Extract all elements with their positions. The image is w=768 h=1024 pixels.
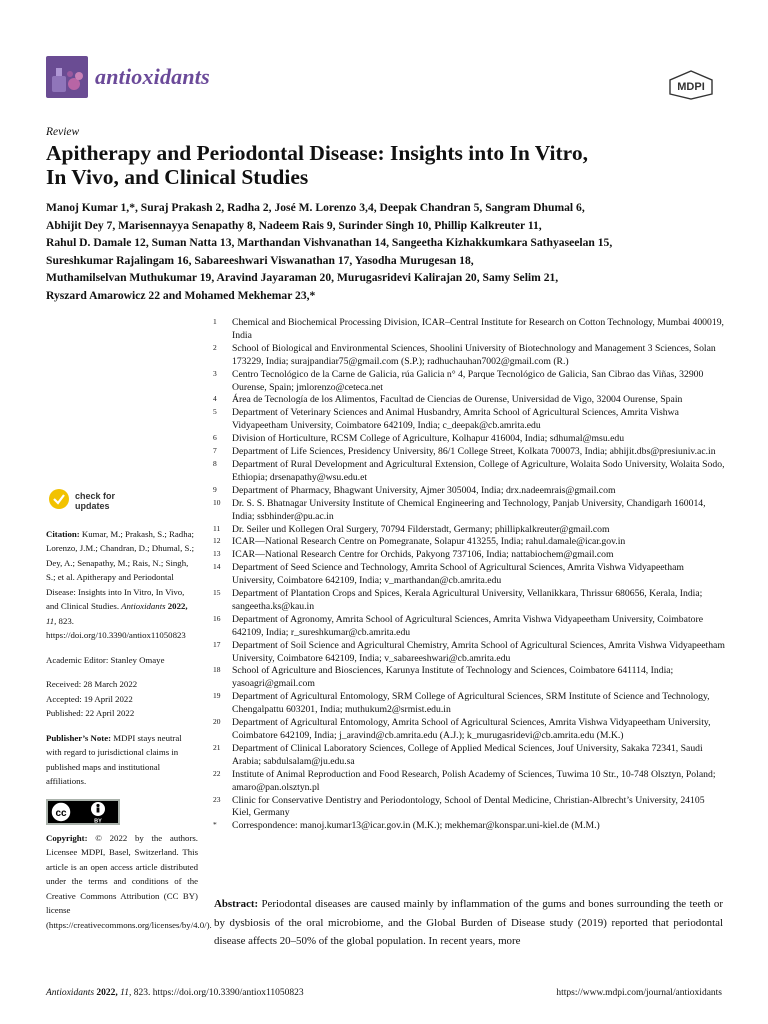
copyright [46,831,212,933]
affiliation-item [205,485,725,498]
cc-license-badge[interactable] [46,799,198,825]
citation-label: Citation: [46,528,80,539]
affiliation-text: Chemical and Biochemical Processing Division, ICAR–Central Institute for Research on Cotton Technology, Mumbai 400019, India [232,317,724,341]
academic-editor: Academic Editor: Stanley Omaye [46,654,165,665]
sidebar [46,488,212,942]
affiliation-number: 16 [213,613,221,623]
affiliation-item [205,536,725,549]
affiliation-text: Department of Pharmacy, Bhagwant University, Ajmer 305004, India; drx.nadeemrais@gmail.com [232,484,616,496]
citation-text: Kumar, M.; Prakash, S.; Radha; Lorenzo, J.M.; Chandran, D.; Dhumal, S.; Dey, A.; Senapathy, M.; Rais, N.; Singh, S.; et al. Apitherapy and Periodontal Disease: Insights into In Vitro, In Vivo, and Clinical Studies. [46,528,195,611]
copyright-label: Copyright: [46,832,88,843]
affiliation-number: 17 [213,639,221,649]
affiliation-text: Division of Horticulture, RCSM College of Agriculture, Kolhapur 416004, India; sdhumal@msu.edu [232,433,625,445]
received-date: Received: 28 March 2022 [46,679,138,689]
affiliation-number: 13 [213,549,221,559]
affiliation-text: Clinic for Conservative Dentistry and Periodontology, School of Dental Medicine, Christian-Albrecht’s University, 24105 Kiel, Germany [232,794,705,819]
affiliation-number: 14 [213,562,221,572]
publishers-note [46,731,198,789]
affiliation-item [205,433,725,446]
affiliation-number: 12 [213,536,221,546]
citation-volume: 11, [46,615,57,626]
svg-text:cc: cc [55,807,67,819]
affiliation-text: Department of Rural Development and Agricultural Extension, College of Agriculture, Wolaita Sodo University, Wolaita Sodo, Ethiopia; drsenapathy@wsu.edu.et [232,458,725,483]
affiliation-number: 8 [213,458,217,468]
affiliation-item [205,614,725,640]
affiliation-text: Department of Agronomy, Amrita School of Agricultural Sciences, Amrita Vishwa Vidyapeetham University, Coimbatore 642109, India; r_sureshkumar@cb.amrita.edu [232,613,704,638]
article-type: Review [46,126,80,138]
author-line: Manoj Kumar 1,*, Suraj Prakash 2, Radha 2, José M. Lorenzo 3,4, Deepak Chandran 5, Sangram Dhumal 6, [46,201,585,214]
check-updates-icon [48,488,70,515]
affiliation-item [205,588,725,614]
author-line: Sureshkumar Rajalingam 16, Sabareeshwari Viswanathan 17, Yasodha Murugesan 18, [46,253,474,267]
affiliation-number: 15 [213,588,221,598]
affiliation-number: 23 [213,794,221,804]
affiliation-item [205,717,725,743]
affiliation-item [205,459,725,485]
affiliation-text: Institute of Animal Reproduction and Food Research, Polish Academy of Sciences, Tuwima 10 Str., 10-748 Olsztyn, Poland; amaro@pan.olsztyn.pl [232,768,716,793]
journal-logo-icon [46,56,88,98]
abstract [214,895,723,951]
footer-journal-url[interactable]: https://www.mdpi.com/journal/antioxidants [556,988,722,998]
svg-text:BY: BY [94,818,102,824]
affiliation-item [205,343,725,369]
check-updates-line: check for [75,491,116,502]
abstract-text: Periodontal diseases are caused mainly by inflammation of the gums and bones surrounding the teeth or by dysbiosis of the oral microbiome, and the Global Burden of Disease study (2019) reported that periodontal disease affects 20–50% of the global population. In recent years, more [214,898,723,947]
affiliation-number: 10 [213,497,221,507]
affiliation-item [205,562,725,588]
publishers-note-text: MDPI stays neutral with regard to jurisdictional claims in published maps and institutional affiliations. [46,732,182,786]
affiliation-item [205,640,725,666]
author-list [46,199,726,305]
copyright-text: © 2022 by the authors. Licensee MDPI, Basel, Switzerland. This article is an open access article distributed under the terms and conditions of the Creative Commons Attribution (CC BY) license (https://creativecommons.org/licenses/by/4.0/). [46,832,212,930]
affiliation-item [205,665,725,691]
affiliation-text: ICAR—National Research Centre on Pomegranate, Solapur 413255, India; rahul.damale@icar.gov.in [232,536,626,548]
affiliation-list [205,317,725,833]
affiliation-number: 7 [213,446,217,456]
affiliation-number: 2 [213,342,217,352]
affiliation-item [205,549,725,562]
accepted-date: Accepted: 19 April 2022 [46,693,133,704]
affiliation-text: Department of Life Sciences, Presidency University, 86/1 College Street, Kolkata 700073, India; abhijit.dbs@presiuniv.ac.in [232,446,716,458]
footer-doi-link[interactable]: 823. https://doi.org/10.3390/antiox11050823 [131,988,304,998]
affiliation-text: ICAR—National Research Centre for Orchids, Pakyong 737106, India; nattabiochem@gmail.com [232,549,614,561]
svg-text:MDPI: MDPI [677,81,705,93]
correspondence-text: Correspondence: manoj.kumar13@icar.gov.in (M.K.); mekhemar@konspar.uni-kiel.de (M.M.) [232,820,600,832]
affiliation-text: Centro Tecnológico de la Carne de Galicia, rúa Galicia n° 4, Parque Tecnológico de Galicia, San Cibrao das Viñas, 32900 Ourense, Spain; jmlorenzo@ceteca.net [232,368,704,393]
affiliation-number: 20 [213,717,221,727]
mdpi-logo-icon [668,70,714,100]
affiliation-text: Department of Plantation Crops and Spices, Kerala Agricultural University, Vellanikkara, Thrissur 680656, Kerala, India; sangeetha.ks@kau.in [232,588,703,612]
affiliation-text: Department of Seed Science and Technology, Amrita School of Agricultural Sciences, Amrita Vishwa Vidyapeetham University, Coimbatore 642109, India; v_marthandan@cb.amrita.edu [232,562,684,587]
affiliation-text: Department of Clinical Laboratory Sciences, College of Applied Medical Sciences, Jouf University, Sakaka 72341, Saudi Arabia; sabdulsalam@ju.edu.sa [232,742,703,767]
affiliation-item [205,691,725,717]
check-updates-line: updates [75,501,110,512]
title-line: Apitherapy and Periodontal Disease: Insights into In Vitro, [46,141,588,165]
publishers-note-label: Publisher’s Note: [46,732,112,743]
footer-year: 2022, [94,988,118,998]
journal-name: antioxidants [95,64,210,89]
affiliation-number: 5 [213,407,217,417]
affiliation-item [205,524,725,537]
affiliation-number: 1 [213,317,217,326]
affiliation-item [205,394,725,407]
author-line: Abhijit Dey 7, Marisennayya Senapathy 8, Nadeem Rais 9, Surinder Singh 10, Phillip Kalkreuter 11, [46,218,542,232]
article-title [46,141,726,189]
affiliation-number: 22 [213,768,221,778]
affiliation-number: 11 [213,523,221,533]
footer-volume: 11, [117,988,132,998]
published-date: Published: 22 April 2022 [46,708,135,718]
author-line: Rahul D. Damale 12, Suman Natta 13, Marthandan Vishvanathan 14, Sangeetha Kizhakkumkara Sathyaseelan 15, [46,236,613,250]
affiliation-number: 19 [213,691,221,701]
correspondence-item [205,820,725,833]
affiliation-number: 4 [213,394,217,404]
affiliation-item [205,743,725,769]
affiliation-number: 18 [213,665,221,675]
affiliation-item [205,369,725,395]
affiliation-text: Department of Soil Science and Agricultural Chemistry, Amrita School of Agricultural Sciences, Amrita Vishwa Vidyapeetham University, Coimbatore 642109, India; v_sabareeshwari@cb.amrita.edu [232,639,725,664]
footer-journal: Antioxidants [46,988,95,998]
affiliation-number: * [213,820,217,830]
affiliation-item [205,795,725,821]
affiliation-number: 9 [213,484,217,494]
title-line: In Vivo, and Clinical Studies [46,165,309,189]
affiliation-text: Área de Tecnología de los Alimentos, Facultad de Ciencias de Ourense, Universidad de Vigo, 32004 Ourense, Spain [232,394,683,406]
affiliation-item [205,317,725,343]
citation-journal: Antioxidants [119,601,166,611]
affiliation-text: Dr. S. S. Bhatnagar University Institute of Chemical Engineering and Technology, Panjab University, Chandigarh 160014, India; ssbhinder@pu.ac.in [232,497,706,522]
affiliation-item [205,769,725,795]
author-line: Ryszard Amarowicz 22 and Mohamed Mekhemar 23,* [46,288,316,302]
affiliation-text: Dr. Seiler und Kollegen Oral Surgery, 70794 Filderstadt, Germany; phillipkalkreuter@gmail.com [232,523,610,535]
affiliation-item [205,407,725,433]
author-line: Muthamilselvan Muthukumar 19, Aravind Jayaraman 20, Murugasridevi Kalirajan 20, Samy Selim 21, [46,271,559,285]
citation-doi-link[interactable]: 823. https://doi.org/10.3390/antiox11050823 [46,615,186,640]
footer-citation [46,988,304,998]
affiliation-number: 3 [213,368,217,378]
abstract-label: Abstract: [214,898,259,910]
affiliation-text: Department of Agricultural Entomology, SRM College of Agricultural Sciences, SRM Institute of Science and Technology, Chengalpattu 603201, India; muthukum2@srmist.edu.in [232,691,710,716]
citation-year: 2022, [165,601,188,611]
affiliation-text: Department of Veterinary Sciences and Animal Husbandry, Amrita School of Agricultural Sciences, Amrita Vishwa Vidyapeetham University, Coimbatore 642109, India; c_deepak@cb.amrita.edu [232,407,679,432]
affiliation-item [205,446,725,459]
citation [46,527,198,643]
affiliation-item [205,498,725,524]
affiliation-text: Department of Agricultural Entomology, Amrita School of Agricultural Sciences, Amrita Vishwa Vidyapeetham University, Coimbatore 642109, India; j_aravind@cb.amrita.edu (A.J.); k_murugasridevi@cb.amrita.edu (M.K.) [232,717,711,741]
affiliation-number: 21 [213,742,221,752]
check-for-updates-button[interactable] [48,488,198,515]
affiliation-text: School of Agriculture and Biosciences, Karunya Institute of Technology and Sciences, Coimbatore 641114, India; yasoagri@gmail.com [232,665,674,690]
affiliation-number: 6 [213,433,217,443]
affiliation-text: School of Biological and Environmental Sciences, Shoolini University of Biotechnology and Management 3 Sciences, Solan 173229, India; surajpandiar75@gmail.com (S.P.); radhuchauhan7002@gmail.com (R.) [232,342,716,367]
